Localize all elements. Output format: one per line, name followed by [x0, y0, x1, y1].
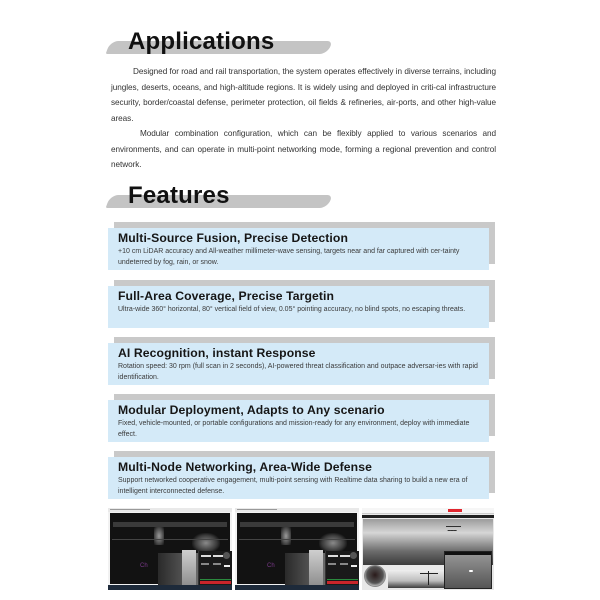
feature-title: AI Recognition, instant Response [118, 346, 316, 360]
feature-description: Rotation speed: 30 rpm (full scan in 2 seconds), AI-powered threat classification and outpace adversar-ies with rapid identification. [118, 363, 478, 381]
features-heading [108, 182, 332, 210]
status-green-bar [327, 579, 358, 580]
channel-label: Ch [140, 563, 148, 569]
overlay-note: ▬▬▬▬▬ ▬▬▬ [446, 524, 461, 532]
feature-description: Fixed, vehicle-mounted, or portable configurations and mission-ready for any environment, deploy with immediate effect. [118, 420, 470, 438]
bright-structure [182, 550, 196, 588]
feature-description: +10 cm LiDAR accuracy and All-weather millimeter-wave sensing, targets near and far captured with cer-tainty undeterred by fog, rain, or snow. [118, 248, 460, 266]
feature-title: Multi-Node Networking, Area-Wide Defense [118, 460, 372, 474]
card-body [108, 286, 489, 328]
window-title-bar [235, 508, 359, 512]
app-toolbar [362, 508, 494, 514]
video-area [237, 513, 357, 584]
tree-image [192, 533, 220, 553]
feature-card-multi-node-networking [108, 451, 495, 499]
divider [239, 539, 355, 540]
crane-silhouette [420, 573, 438, 574]
smoke-plume-image [154, 527, 164, 545]
window-title-bar [108, 508, 232, 512]
ptz-dial-icon [350, 552, 357, 559]
feature-title: Full-Area Coverage, Precise Targetin [118, 289, 335, 303]
card-body [108, 457, 489, 499]
status-strip [362, 515, 494, 518]
alert-red-bar [200, 581, 231, 584]
applications-heading [108, 28, 332, 56]
fisheye-view [364, 565, 386, 587]
alert-red-bar [327, 581, 358, 584]
panoramic-surveillance-screenshot [362, 508, 494, 590]
feature-description: Ultra-wide 360° horizontal, 80° vertical field of view, 0.05° pointing accuracy, no blind spots, no escaping threats. [118, 306, 466, 313]
tree-image [319, 533, 347, 553]
inset-toolbar [445, 552, 491, 555]
crane-silhouette [428, 571, 429, 585]
alert-button [448, 509, 462, 512]
divider [112, 539, 228, 540]
applications-paragraph-2: Modular combination configuration, which can be flexibly applied to various scenarios and environments, and can operate in multi-point networking mode, forming a regional prevention and control network. [111, 129, 496, 170]
applications-paragraph-1: Designed for road and rail transportation, the system operates effectively in diverse terrains, including jungles, deserts, oceans, and high-altitude regions. It is widely using and deployed in criti-cal infrastructure security, border/coastal defense, perimeter protection, oil fields & refineries, air-ports, and other high-value areas. [111, 67, 496, 123]
monitoring-software-screenshot-2 [235, 508, 359, 590]
feature-card-ai-recognition [108, 337, 495, 385]
toolbar-strip [113, 522, 227, 527]
card-body [108, 343, 489, 385]
smoke-plume-image [281, 527, 291, 545]
feature-description: Support networked cooperative engagement, multi-point sensing with Realtime data sharing to build a new era of intelligent interconnected defense. [118, 477, 468, 495]
control-panel [325, 551, 359, 587]
card-body [108, 228, 489, 270]
status-green-bar [200, 579, 231, 580]
channel-label: Ch [267, 563, 275, 569]
feature-card-multi-source-fusion [108, 222, 495, 270]
feature-card-modular-deployment [108, 394, 495, 442]
feature-card-full-area-coverage [108, 280, 495, 328]
target-dot [469, 570, 473, 572]
video-area [110, 513, 230, 584]
monitoring-software-screenshot-1 [108, 508, 232, 590]
ptz-dial-icon [223, 552, 230, 559]
applications-title: Applications [128, 28, 275, 55]
bright-structure [309, 550, 323, 588]
feature-title: Modular Deployment, Adapts to Any scenario [118, 403, 385, 417]
feature-title: Multi-Source Fusion, Precise Detection [118, 231, 348, 245]
toolbar-strip [240, 522, 354, 527]
taskbar [235, 585, 359, 590]
features-title: Features [128, 182, 230, 209]
taskbar [108, 585, 232, 590]
card-body [108, 400, 489, 442]
control-panel [198, 551, 232, 587]
thermal-inset-view [444, 551, 492, 589]
